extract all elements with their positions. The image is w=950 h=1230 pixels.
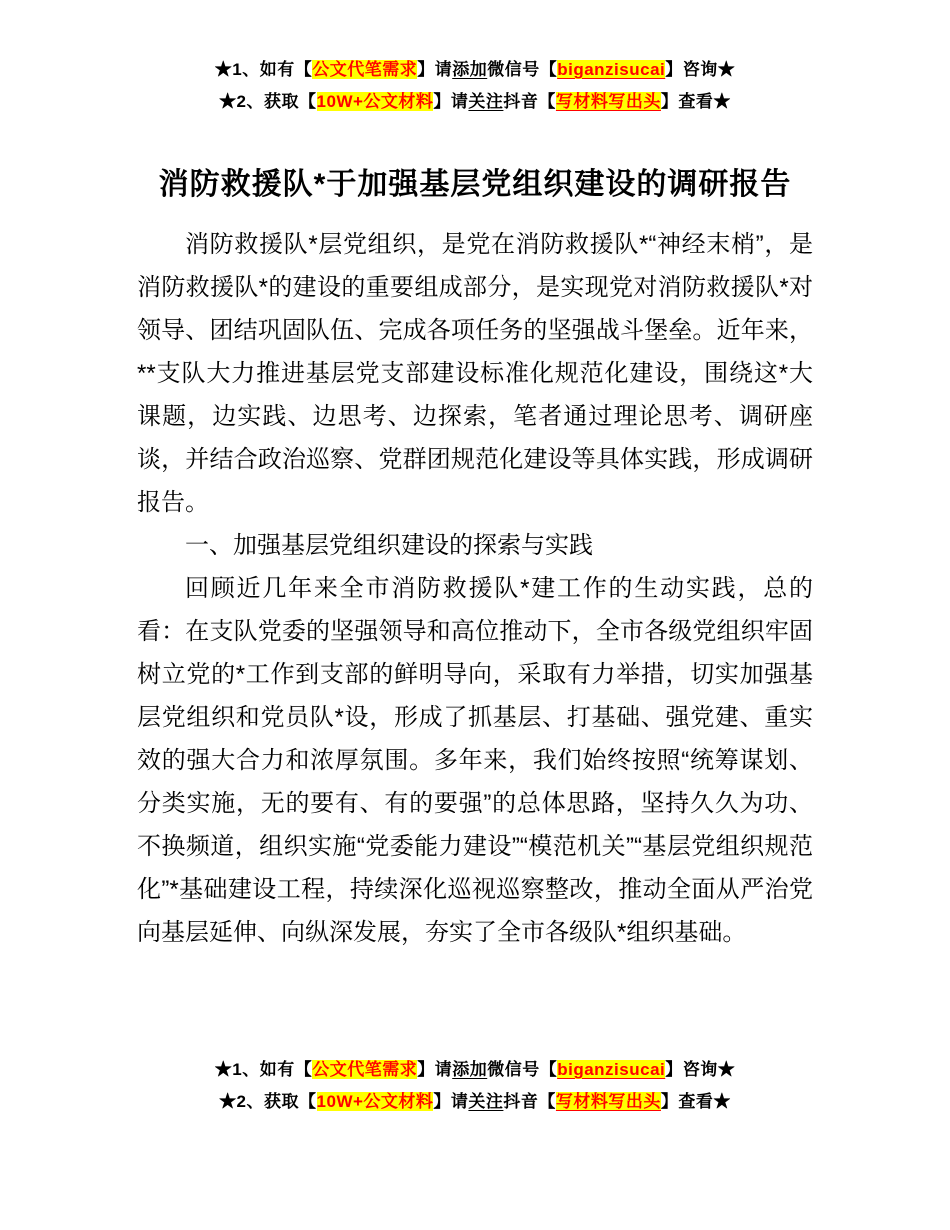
notice-underline-action: 添加 [452,1060,488,1079]
notice-highlight-service: 10W+公文材料 [316,92,434,111]
notice-highlight-account: 写材料写出头 [555,1092,661,1111]
notice-text: 】请 [417,1060,453,1079]
document-title: 消防救援队*于加强基层党组织建设的调研报告 [158,168,792,201]
notice-text: 微信号【 [487,1060,558,1079]
header-notice-line-2 [0,86,950,118]
notice-text: 】请 [433,1092,469,1111]
paragraph-section-body: 回顾近几年来全市消防救援队*建工作的生动实践，总的看：在支队党委的坚强领导和高位推动下，全市各级党组织牢固树立党的*工作到支部的鲜明导向，采取有力举措，切实加强基层党组织和党员队*设，形成了抓基层、打基础、强党建、重实效的强大合力和浓厚氛围。多年来，我们始终按照“统筹谋划、分类实施，无的要有、有的要强”的总体思路，坚持久久为功、不换频道，组织实施“党委能力建设”“模范机关”“基层党组织规范化”*基础建设工程，持续深化巡视巡察整改，推动全面从严治党向基层延伸、向纵深发展，夯实了全市各级队*组织基础。 [137,575,813,946]
notice-text: 】咨询★ [665,60,736,79]
notice-text: 抖音【 [503,92,556,111]
notice-highlight-service: 公文代笔需求 [312,1060,418,1079]
notice-highlight-account: biganzisucai [557,1060,666,1079]
notice-text: ★2、获取【 [219,1092,317,1111]
notice-text: 】查看★ [660,1092,731,1111]
notice-text: 微信号【 [487,60,558,79]
notice-text: 】请 [433,92,469,111]
notice-highlight-account: 写材料写出头 [555,92,661,111]
document-body [137,223,813,954]
notice-text: 】查看★ [660,92,731,111]
section-heading: 一、加强基层党组织建设的探索与实践 [185,532,593,559]
notice-text: ★2、获取【 [219,92,317,111]
footer-notice [0,1054,950,1118]
notice-text: 】请 [417,60,453,79]
paragraph-intro: 消防救援队*层党组织，是党在消防救援队*“神经末梢”，是消防救援队*的建设的重要组成部分，是实现党对消防救援队*对领导、团结巩固队伍、完成各项任务的坚强战斗堡垒。近年来，**支队大力推进基层党支部建设标准化规范化建设，围绕这*大课题，边实践、边思考、边探索，笔者通过理论思考、调研座谈，并结合政治巡察、党群团规范化建设等具体实践，形成调研报告。 [137,231,813,516]
footer-notice-line-2 [0,1086,950,1118]
header-notice-line-1 [0,54,950,86]
notice-highlight-service: 10W+公文材料 [316,1092,434,1111]
notice-text: 】咨询★ [665,1060,736,1079]
notice-text: 抖音【 [503,1092,556,1111]
notice-underline-action: 添加 [452,60,488,79]
notice-underline-action: 关注 [468,92,504,111]
notice-text: ★1、如有【 [214,60,313,79]
notice-underline-action: 关注 [468,1092,504,1111]
notice-highlight-account: biganzisucai [557,60,666,79]
notice-highlight-service: 公文代笔需求 [312,60,418,79]
notice-text: ★1、如有【 [214,1060,313,1079]
header-notice [0,0,950,118]
footer-notice-line-1 [0,1054,950,1086]
